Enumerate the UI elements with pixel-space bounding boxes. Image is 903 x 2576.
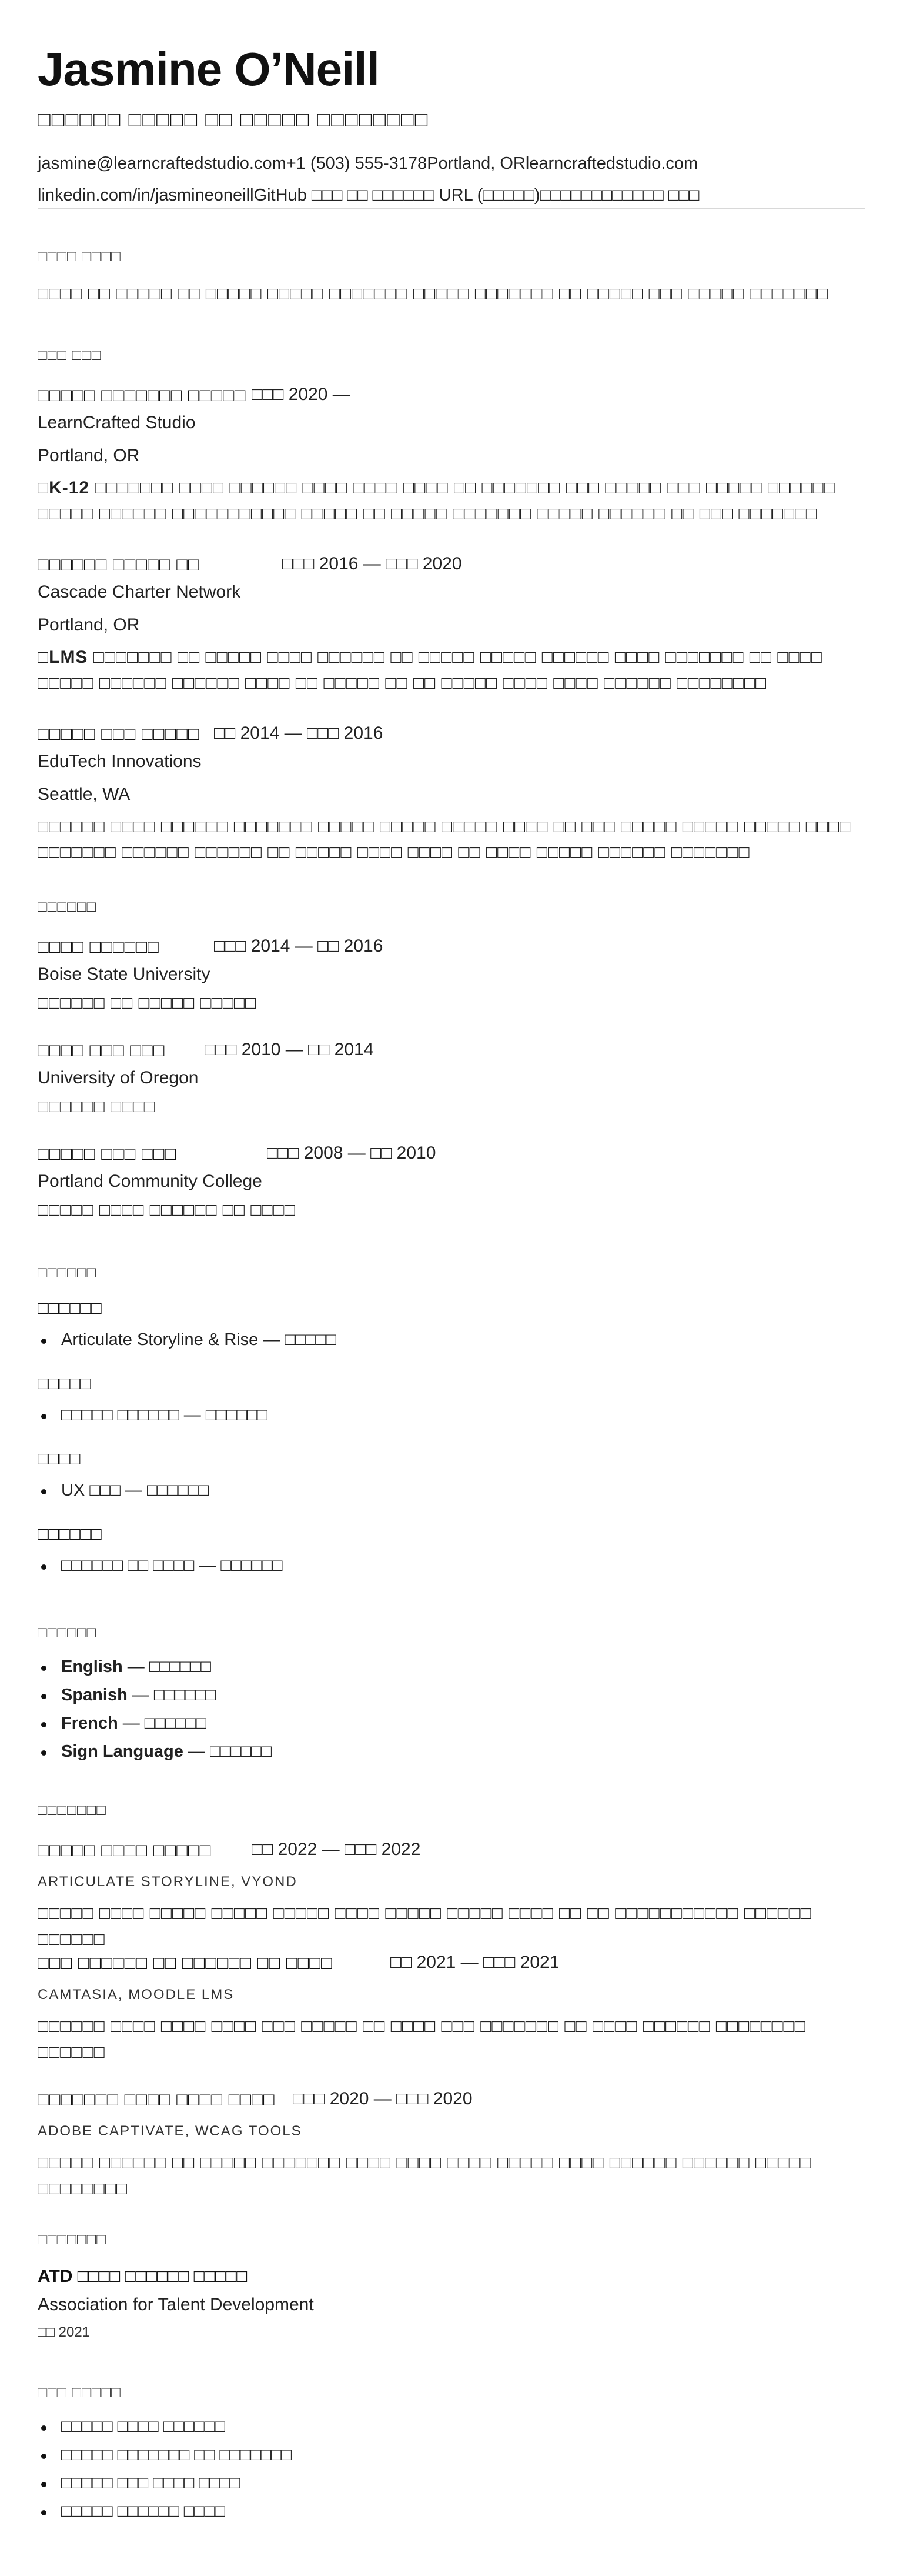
section-title-education: □□□□□□	[38, 897, 97, 915]
github-link[interactable]: GitHub □□□ □□ □□□□□□ URL (□□□□□)□□□□□□□	[253, 186, 613, 205]
website-link[interactable]: learncraftedstudio.com	[525, 154, 698, 173]
contact-row-secondary	[38, 186, 699, 205]
education-school-3: Portland Community College	[38, 1172, 262, 1191]
project-description-1: □□□□□ □□□□ □□□□□ □□□□□ □□□□□ □□□□ □□□□□ □□□□□ □□□□ □□ □□ □□□□□□□□□□□ □□□□□□ □□□□□□	[38, 1904, 812, 1949]
language-name: Spanish	[61, 1686, 128, 1704]
section-title-skills: □□□□□□	[38, 1263, 97, 1281]
language-level: — □□□□□□	[122, 1657, 211, 1676]
language-item-1	[61, 1657, 211, 1677]
education-detail-2: □□□□□□ □□□□	[38, 1097, 156, 1116]
project-dates-3: □□□ 2020 — □□□ 2020	[293, 2089, 473, 2108]
experience-description-1: □K-12 □□□□□□□ □□□□ □□□□□□ □□□□ □□□□ □□□□ □□ □□□□□□□ □□□ □□□□□ □□□ □□□□□ □□□□□□ □□□□□ □□□□□□ □□□□□□□□□□□ □□□□□ □□ □□□□□ □□□□□□□ □□□□□ □□□□□□ □□ □□□ □□□□□□□	[38, 478, 835, 523]
experience-dates-2: □□□ 2016 — □□□ 2020	[282, 554, 462, 573]
certification-name	[38, 2267, 247, 2287]
skill-item-2: □□□□□ □□□□□□ — □□□□□□	[61, 1406, 267, 1424]
experience-company-2: Cascade Charter Network	[38, 582, 241, 602]
skill-group-4: □□□□□□	[38, 1524, 102, 1544]
experience-dates-3: □□ 2014 — □□□ 2016	[214, 723, 383, 743]
education-degree-3: □□□□□ □□□ □□□	[38, 1143, 177, 1164]
location-text: Portland, OR	[427, 154, 526, 173]
experience-location-2: Portland, OR	[38, 615, 140, 635]
education-degree-2: □□□□ □□□ □□□	[38, 1040, 165, 1060]
language-item-2	[61, 1686, 216, 1705]
skill-group-2: □□□□□	[38, 1374, 91, 1393]
skill-group-1: □□□□□□	[38, 1299, 102, 1318]
experience-role-3: □□□□□ □□□ □□□□□	[38, 723, 200, 744]
summary-text: □□□□ □□ □□□□□ □□ □□□□□ □□□□□ □□□□□□□ □□□□□ □□□□□□□ □□ □□□□□ □□□ □□□□□ □□□□□□□	[38, 284, 829, 303]
experience-description-3: □□□□□□ □□□□ □□□□□□ □□□□□□□ □□□□□ □□□□□ □□□□□ □□□□ □□ □□□ □□□□□ □□□□□ □□□□□ □□□□ □□□□□□□ □□□□□□ □□□□□□ □□ □□□□□ □□□□ □□□□ □□ □□□□ □□□□□ □□□□□□ □□□□□□□	[38, 817, 851, 862]
experience-company-1: LearnCrafted Studio	[38, 413, 196, 432]
education-detail-3: □□□□□ □□□□ □□□□□□ □□ □□□□	[38, 1200, 296, 1220]
experience-location-1: Portland, OR	[38, 446, 140, 465]
certification-title: □□□□ □□□□□□ □□□□□	[72, 2267, 248, 2286]
language-item-4	[61, 1742, 272, 1761]
certification-code: ATD	[38, 2267, 73, 2286]
phone-link[interactable]: +1 (503) 555-3178	[286, 154, 427, 173]
language-level: — □□□□□□	[118, 1714, 206, 1733]
contact-extra-text: □□□□□ □□□	[612, 186, 700, 205]
header-divider	[38, 208, 865, 209]
interest-item-2: □□□□□ □□□□□□□ □□ □□□□□□□	[61, 2445, 292, 2464]
linkedin-link[interactable]: linkedin.com/in/jasmineoneill	[38, 186, 254, 205]
experience-dates-1: □□□ 2020 —	[252, 385, 350, 404]
education-degree-1: □□□□ □□□□□□	[38, 936, 159, 957]
project-description-3: □□□□□ □□□□□□ □□ □□□□□ □□□□□□□ □□□□ □□□□ □□□□ □□□□□ □□□□ □□□□□□ □□□□□□ □□□□□ □□□□□□□□	[38, 2153, 812, 2198]
language-name: Sign Language	[61, 1742, 183, 1761]
project-tools-3: ADOBE CAPTIVATE, WCAG TOOLS	[38, 2123, 302, 2139]
contact-row-primary	[38, 154, 698, 173]
project-name-3: □□□□□□□ □□□□ □□□□ □□□□	[38, 2089, 275, 2110]
project-name-1: □□□□□ □□□□ □□□□□	[38, 1840, 212, 1860]
section-title-interests: □□□ □□□□□	[38, 2383, 121, 2401]
education-school-1: Boise State University	[38, 965, 210, 984]
certification-date: □□ 2021	[38, 2324, 91, 2340]
section-title-projects: □□□□□□□	[38, 1801, 106, 1818]
candidate-name: Jasmine O’Neill	[38, 43, 379, 95]
section-title-experience: □□□ □□□	[38, 346, 102, 363]
project-dates-1: □□ 2022 — □□□ 2022	[252, 1840, 421, 1859]
certification-org: Association for Talent Development	[38, 2295, 314, 2314]
language-level: — □□□□□□	[183, 1742, 272, 1761]
section-title-summary: □□□□ □□□□	[38, 247, 121, 265]
education-dates-3: □□□ 2008 — □□ 2010	[267, 1143, 436, 1163]
project-name-2: □□□ □□□□□□ □□ □□□□□□ □□ □□□□	[38, 1953, 333, 1973]
language-name: English	[61, 1657, 123, 1676]
education-school-2: University of Oregon	[38, 1068, 199, 1087]
project-description-2: □□□□□□ □□□□ □□□□ □□□□ □□□ □□□□□ □□ □□□□ □□□ □□□□□□□ □□ □□□□ □□□□□□ □□□□□□□□ □□□□□□	[38, 2017, 806, 2062]
project-tools-1: ARTICULATE STORYLINE, VYOND	[38, 1874, 297, 1890]
section-title-certifications: □□□□□□□	[38, 2230, 106, 2248]
language-level: — □□□□□□	[127, 1686, 216, 1704]
language-name: French	[61, 1714, 118, 1733]
experience-role-1: □□□□□ □□□□□□□ □□□□□	[38, 385, 246, 405]
education-detail-1: □□□□□□ □□ □□□□□ □□□□□	[38, 993, 257, 1013]
experience-company-3: EduTech Innovations	[38, 752, 202, 771]
interest-item-4: □□□□□ □□□□□□ □□□□	[61, 2502, 225, 2521]
skill-item-1: Articulate Storyline & Rise — □□□□□	[61, 1330, 336, 1349]
skill-item-3: UX □□□ — □□□□□□	[61, 1481, 209, 1500]
experience-role-2: □□□□□□ □□□□□ □□	[38, 554, 200, 575]
email-link[interactable]: jasmine@learncraftedstudio.com	[38, 154, 286, 173]
language-item-3	[61, 1714, 206, 1733]
skill-group-3: □□□□	[38, 1449, 81, 1469]
skill-item-4: □□□□□□ □□ □□□□ — □□□□□□	[61, 1556, 283, 1575]
experience-location-3: Seattle, WA	[38, 785, 131, 804]
experience-description-2: □LMS □□□□□□□ □□ □□□□□ □□□□ □□□□□□ □□ □□□□□ □□□□□ □□□□□□ □□□□ □□□□□□□ □□ □□□□ □□□□□ □□□□□□ □□□□□□ □□□□ □□ □□□□□ □□ □□ □□□□□ □□□□ □□□□ □□□□□□ □□□□□□□□	[38, 648, 822, 693]
project-dates-2: □□ 2021 — □□□ 2021	[390, 1953, 560, 1972]
project-tools-2: CAMTASIA, MOODLE LMS	[38, 1987, 235, 2003]
interest-item-1: □□□□□ □□□□ □□□□□□	[61, 2417, 225, 2436]
education-dates-2: □□□ 2010 — □□ 2014	[205, 1040, 374, 1059]
interest-item-3: □□□□□ □□□ □□□□ □□□□	[61, 2474, 240, 2492]
section-title-languages: □□□□□□	[38, 1623, 97, 1641]
education-dates-1: □□□ 2014 — □□ 2016	[214, 936, 383, 956]
candidate-title: □□□□□□ □□□□□ □□ □□□□□ □□□□□□□□	[38, 107, 429, 131]
